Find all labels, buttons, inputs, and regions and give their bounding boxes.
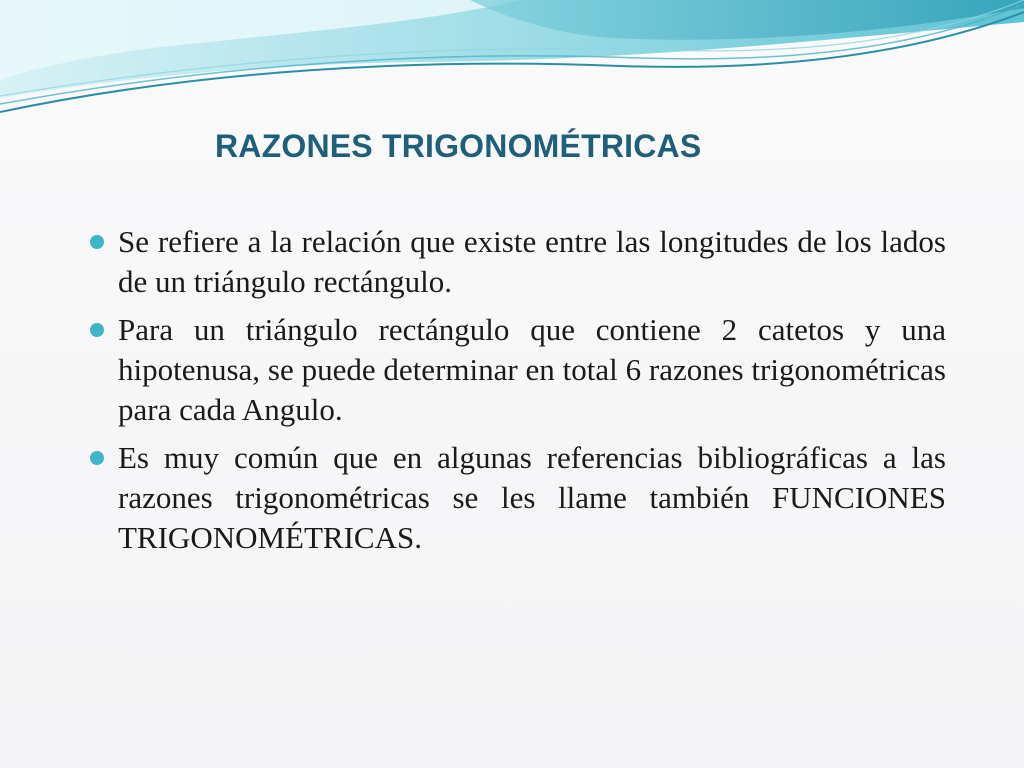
slide-title: RAZONES TRIGONOMÉTRICAS bbox=[215, 128, 702, 164]
header-wave-decoration bbox=[0, 0, 1024, 130]
bullet-text: Se refiere a la relación que existe entre las longitudes de los lados de un triángulo rectángulo. bbox=[118, 224, 946, 299]
bullet-dot-icon bbox=[90, 323, 104, 337]
bullet-dot-icon bbox=[90, 235, 104, 249]
bullet-text: Es muy común que en algunas referencias bibliográficas a las razones trigonométricas se les llame también FUNCIONES TRIGONOMÉTRICAS. bbox=[118, 440, 946, 555]
bullet-list bbox=[88, 222, 946, 566]
bullet-item bbox=[88, 222, 946, 302]
bullet-item bbox=[88, 438, 946, 558]
bullet-text: Para un triángulo rectángulo que contiene 2 catetos y una hipotenusa, se puede determinar en total 6 razones trigonométricas para cada Angulo. bbox=[118, 312, 946, 427]
bullet-dot-icon bbox=[90, 451, 104, 465]
bullet-item bbox=[88, 310, 946, 430]
